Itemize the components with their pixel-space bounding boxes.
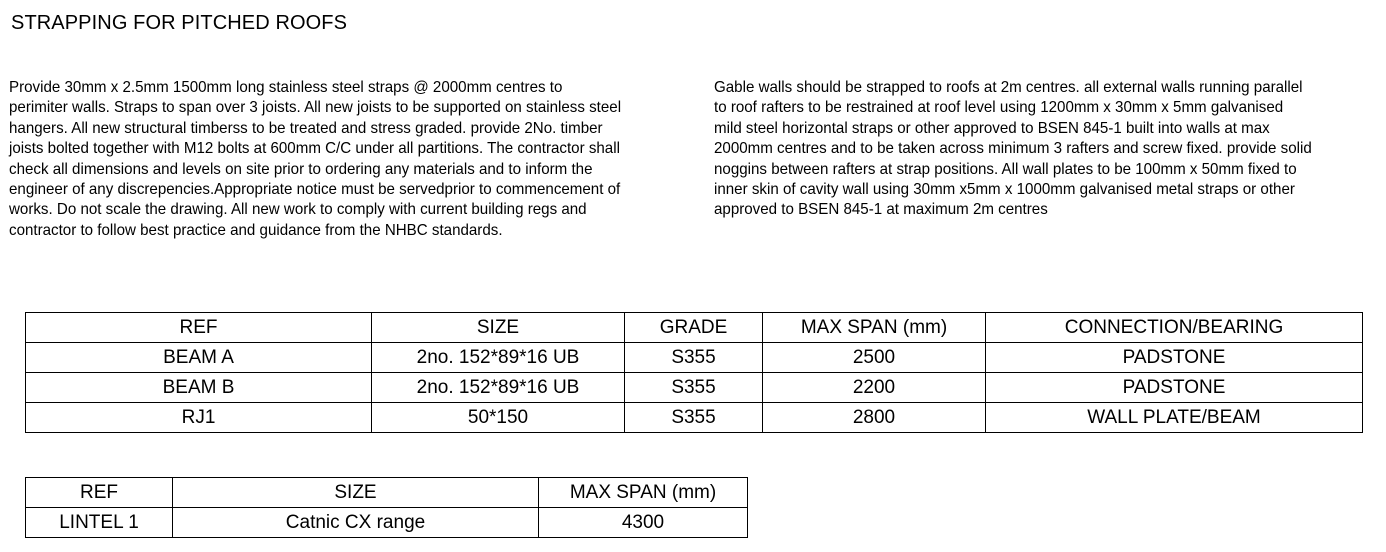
cell: WALL PLATE/BEAM — [986, 403, 1363, 433]
cell: PADSTONE — [986, 373, 1363, 403]
text-line: Provide 30mm x 2.5mm 1500mm long stainless steel straps @ 2000mm centres to — [9, 79, 563, 96]
table-row — [26, 403, 1363, 433]
text-line: approved to BSEN 845-1 at maximum 2m centres — [714, 201, 1048, 219]
notes-right — [714, 78, 1312, 221]
cell: LINTEL 1 — [26, 508, 173, 538]
cell: BEAM B — [26, 373, 372, 403]
text-line: check all dimensions and levels on site prior to ordering any materials and to inform the — [9, 160, 593, 178]
text-line: 2000mm centres and to be taken across minimum 3 rafters and screw fixed. provide solid — [714, 140, 1312, 158]
notes-left — [9, 78, 621, 241]
cell: 2800 — [763, 403, 986, 433]
table-header-row — [26, 313, 1363, 343]
header-cell: MAX SPAN (mm) — [763, 313, 986, 343]
text-line: engineer of any discrepencies.Appropriate notice must be servedprior to commencement of — [9, 181, 621, 199]
cell: 50*150 — [372, 403, 625, 433]
text-line: to roof rafters to be restrained at roof level using 1200mm x 30mm x 5mm galvanised — [714, 99, 1284, 117]
beam-schedule-table — [25, 312, 1363, 433]
page-title: STRAPPING FOR PITCHED ROOFS — [11, 12, 348, 34]
cell: S355 — [625, 403, 763, 433]
cell: 2500 — [763, 343, 986, 373]
text-line: perimiter walls. Straps to span over 3 joists. All new joists to be supported on stainless steel — [9, 99, 622, 117]
cell: RJ1 — [26, 403, 372, 433]
header-cell: MAX SPAN (mm) — [539, 478, 748, 508]
text-line: mild steel horizontal straps or other approved to BSEN 845-1 built into walls at max — [714, 119, 1270, 137]
text-line: works. Do not scale the drawing. All new work to comply with current building regs and — [9, 201, 587, 219]
text-line: contractor to follow best practice and guidance from the NHBC standards. — [9, 221, 503, 239]
text-line: Gable walls should be strapped to roofs at 2m centres. all external walls running parallel — [714, 79, 1303, 96]
text-line: hangers. All new structural timberss to be treated and stress graded. provide 2No. timber — [9, 119, 603, 137]
cell: 4300 — [539, 508, 748, 538]
table-row — [26, 343, 1363, 373]
text-line: noggins between rafters at strap positions. All wall plates to be 100mm x 50mm fixed to — [714, 160, 1297, 178]
text-line: inner skin of cavity wall using 30mm x5mm x 1000mm galvanised metal straps or other — [714, 181, 1295, 199]
table-header-row — [26, 478, 748, 508]
header-cell: REF — [26, 478, 173, 508]
cell: S355 — [625, 343, 763, 373]
cell: 2200 — [763, 373, 986, 403]
header-cell: SIZE — [173, 478, 539, 508]
cell: PADSTONE — [986, 343, 1363, 373]
cell: S355 — [625, 373, 763, 403]
header-cell: REF — [26, 313, 372, 343]
header-cell: SIZE — [372, 313, 625, 343]
cell: 2no. 152*89*16 UB — [372, 373, 625, 403]
cell: Catnic CX range — [173, 508, 539, 538]
table-row — [26, 373, 1363, 403]
text-line: joists bolted together with M12 bolts at 600mm C/C under all partitions. The contractor shall — [9, 140, 620, 158]
cell: BEAM A — [26, 343, 372, 373]
cell: 2no. 152*89*16 UB — [372, 343, 625, 373]
table-row — [26, 508, 748, 538]
header-cell: CONNECTION/BEARING — [986, 313, 1363, 343]
lintel-schedule-table — [25, 477, 748, 538]
header-cell: GRADE — [625, 313, 763, 343]
